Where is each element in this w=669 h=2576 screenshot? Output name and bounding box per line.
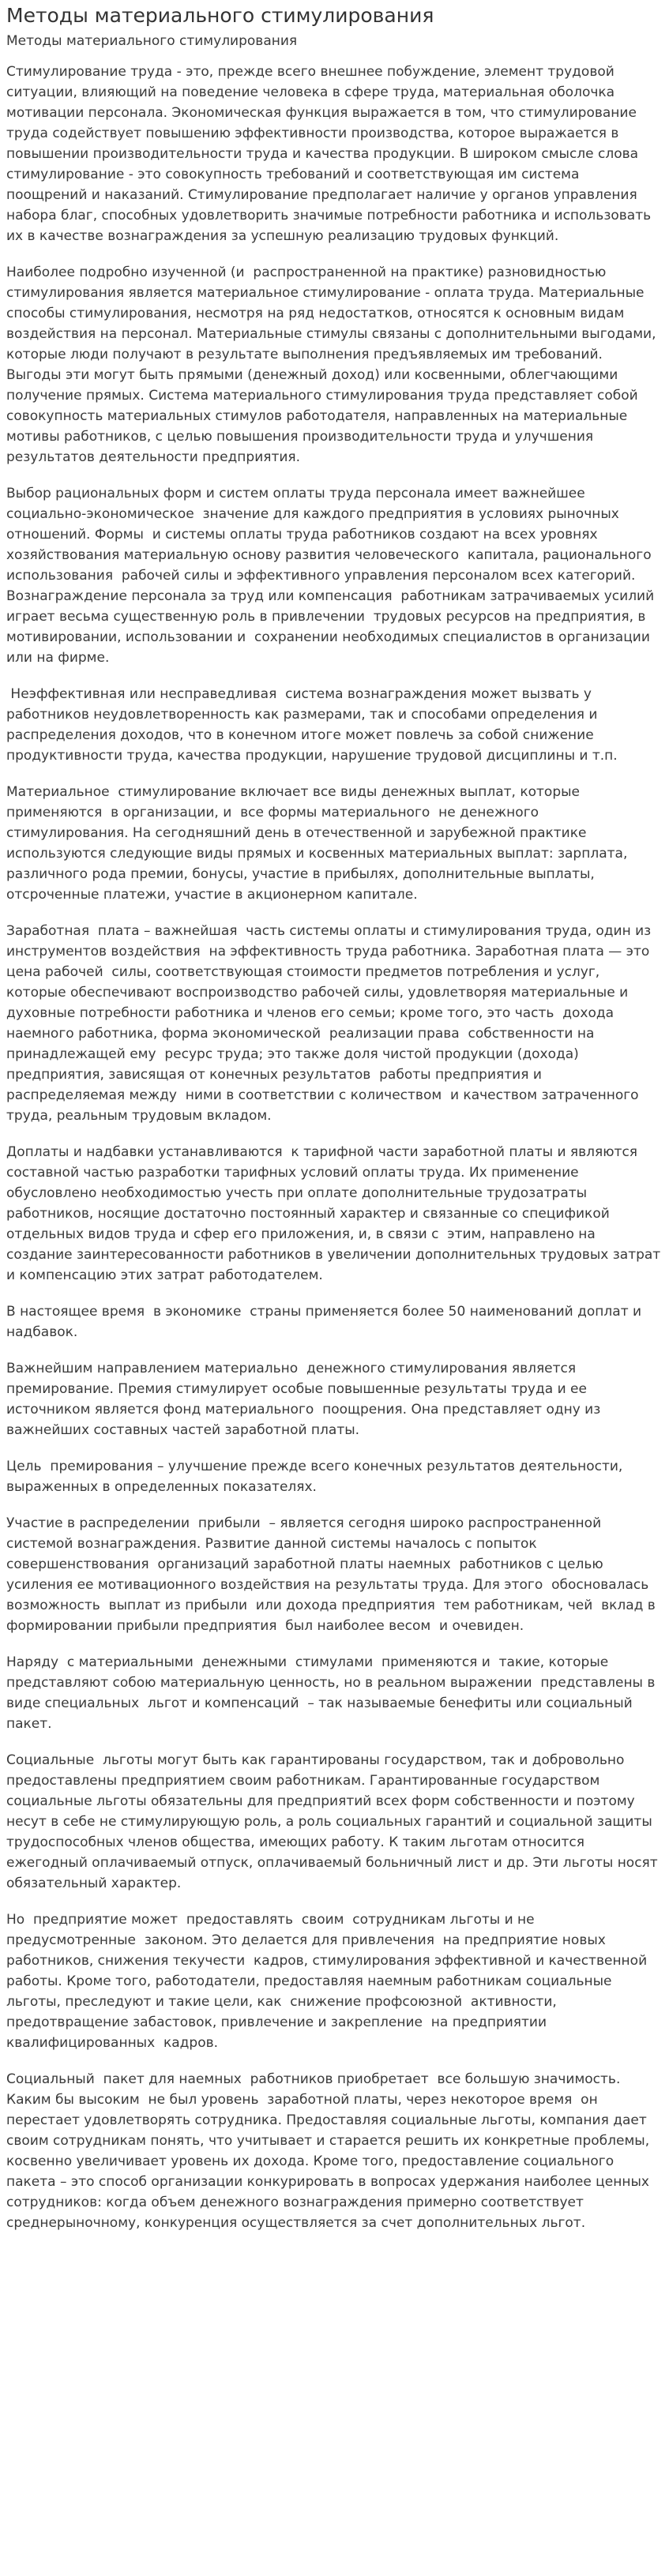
paragraph: Наиболее подробно изученной (и распространенной на практике) разновидностью стимулирования является материальное стимулирование - оплата труда. Материальные способы стимулирования, несмотря на ряд недостатков, относятся к основным видам воздействия на персонал. Материальные стимулы связаны с дополнительными выгодами, которые люди получают в результате выполнения предъявляемых им требований. Выгоды эти могут быть прямыми (денежный доход) или косвенными, облегчающими получение прямых. Система материального стимулирования труда представляет собой совокупность материальных стимулов работодателя, направленных на материальные мотивы работников, с целью повышения производительности труда и улучшения результатов деятельности предприятия. bbox=[6, 265, 660, 465]
paragraph: Наряду с материальными денежными стимулами применяются и такие, которые представляют собою материальную ценность, но в реальном выражении представлены в виде специальных льгот и компенсаций – так называемые бенефиты или социальный пакет. bbox=[6, 1654, 660, 1732]
paragraph: Социальный пакет для наемных работников приобретает все большую значимость. Каким бы высоким не был уровень заработной платы, через некоторое время он перестает удовлетворять сотрудника. Предоставляя социальные льготы, компания дает своим сотрудникам понять, что учитывает и старается решить их конкретные проблемы, косвенно увеличивает уровень их дохода. Кроме того, предоставление социального пакета – это способ организации конкурировать в вопросах удержания наиболее ценных сотрудников: когда объем денежного вознаграждения примерно соответствует среднерыночному, конкуренция осуществляется за счет дополнительных льгот. bbox=[6, 2071, 654, 2231]
paragraph: Выбор рациональных форм и систем оплаты труда персонала имеет важнейшее социально-экономическое значение для каждого предприятия в условиях рыночных отношений. Формы и системы оплаты труда работников создают на всех уровнях хозяйствования материальную основу развития человеческого капитала, рационального использования рабочей силы и эффективного управления персоналом всех категорий. Вознаграждение персонала за труд или компенсация работникам затрачиваемых усилий играет весьма существенную роль в привлечении трудовых ресурсов на предприятия, в мотивировании, использовании и сохранении необходимых специалистов в организации или на фирме. bbox=[6, 486, 659, 666]
page-subtitle: Методы материального стимулирования bbox=[6, 33, 298, 49]
paragraph: Цель премирования – улучшение прежде всего конечных результатов деятельности, выраженных в определенных показателях. bbox=[6, 1459, 627, 1495]
paragraph: Неэффективная или несправедливая система вознаграждения может вызвать у работников неудовлетворенность как размерами, так и способами определения и распределения доходов, что в конечном итоге может повлечь за собой снижение продуктивности труда, качества продукции, нарушение трудовой дисциплины и т.п. bbox=[6, 686, 618, 764]
paragraph: Материальное стимулирование включает все виды денежных выплат, которые применяются в организации, и все формы материального не денежного стимулирования. На сегодняшний день в отечественной и зарубежной практике используются следующие виды прямых и косвенных материальных выплат: зарплата, различного рода премии, бонусы, участие в прибылях, дополнительные выплаты, отсроченные платежи, участие в акционерном капитале. bbox=[6, 784, 632, 903]
paragraph: В настоящее время в экономике страны применяется более 50 наименований доплат и надбавок. bbox=[6, 1304, 646, 1340]
paragraph: Участие в распределении прибыли – является сегодня широко распространенной системой вознаграждения. Развитие данной системы началось с попыток совершенствования организаций заработной платы наемных работников с целью усиления ее мотивационного воздействия на результаты труда. Для этого обосновалась возможность выплат из прибыли или дохода предприятия тем работникам, чей вклад в формировании прибыли предприятия был наиболее весом и очевиден. bbox=[6, 1515, 660, 1634]
paragraph: Социальные льготы могут быть как гарантированы государством, так и добровольно предоставлены предприятием своим работникам. Гарантированные государством социальные льготы обязательны для предприятий всех форм собственности и поэтому несут в себе не стимулирующую роль, а роль социальных гарантий и социальной защиты трудоспособных членов общества, имеющих работу. К таким льготам относится ежегодный оплачиваемый отпуск, оплачиваемый больничный лист и др. Эти льготы носят обязательный характер. bbox=[6, 1752, 663, 1891]
paragraph: Доплаты и надбавки устанавливаются к тарифной части заработной платы и являются составной частью разработки тарифных условий оплаты труда. Их применение обусловлено необходимостью учесть при оплате дополнительные трудозатраты работников, носящие достаточно постоянный характер и связанные со спецификой отдельных видов труда и сфер его приложения, и, в связи с этим, направлено на создание заинтересованности работников в увеличении дополнительных трудовых затрат и компенсацию этих затрат работодателем. bbox=[6, 1144, 665, 1283]
paragraph: Заработная плата – важнейшая часть системы оплаты и стимулирования труда, один из инструментов воздействия на эффективность труда работника. Заработная плата — это цена рабочей силы, соответствующая стоимости предметов потребления и услуг, которые обеспечивают воспроизводство рабочей силы, удовлетворяя материальные и духовные потребности работника и членов его семьи; кроме того, это часть дохода наемного работника, форма экономической реализации права собственности на принадлежащей ему ресурс труда; это также доля чистой продукции (дохода) предприятия, зависящая от конечных результатов работы предприятия и распределяемая между ними в соответствии с количеством и качеством затраченного труда, реальным трудовым вкладом. bbox=[6, 923, 656, 1124]
paragraph: Стимулирование труда - это, прежде всего внешнее побуждение, элемент трудовой ситуации, влияющий на поведение человека в сфере труда, материальная оболочка мотивации персонала. Экономическая функция выражается в том, что стимулирование труда содействует повышению эффективности производства, которое выражается в повышении производительности труда и качества продукции. В широком смысле слова стимулирование - это совокупность требований и соответствующая им система поощрений и наказаний. Стимулирование предполагает наличие у органов управления набора благ, способных удовлетворить значимые потребности работника и использовать их в качестве вознаграждения за успешную реализацию трудовых функций. bbox=[6, 64, 656, 244]
paragraph: Важнейшим направлением материально денежного стимулирования является премирование. Премия стимулирует особые повышенные результаты труда и ее источником является фонд материального поощрения. Она представляет одну из важнейших составных частей заработной платы. bbox=[6, 1361, 605, 1438]
page-title: Методы материального стимулирования bbox=[6, 4, 434, 27]
paragraph: Но предприятие может предоставлять своим сотрудникам льготы и не предусмотренные законом. Это делается для привлечения на предприятие новых работников, снижения текучести кадров, стимулирования эффективной и качественной работы. Кроме того, работодатели, предоставляя наемным работникам социальные льготы, преследуют и такие цели, как снижение профсоюзной активности, предотвращение забастовок, привлечение и закрепление на предприятии квалифицированных кадров. bbox=[6, 1912, 652, 2051]
